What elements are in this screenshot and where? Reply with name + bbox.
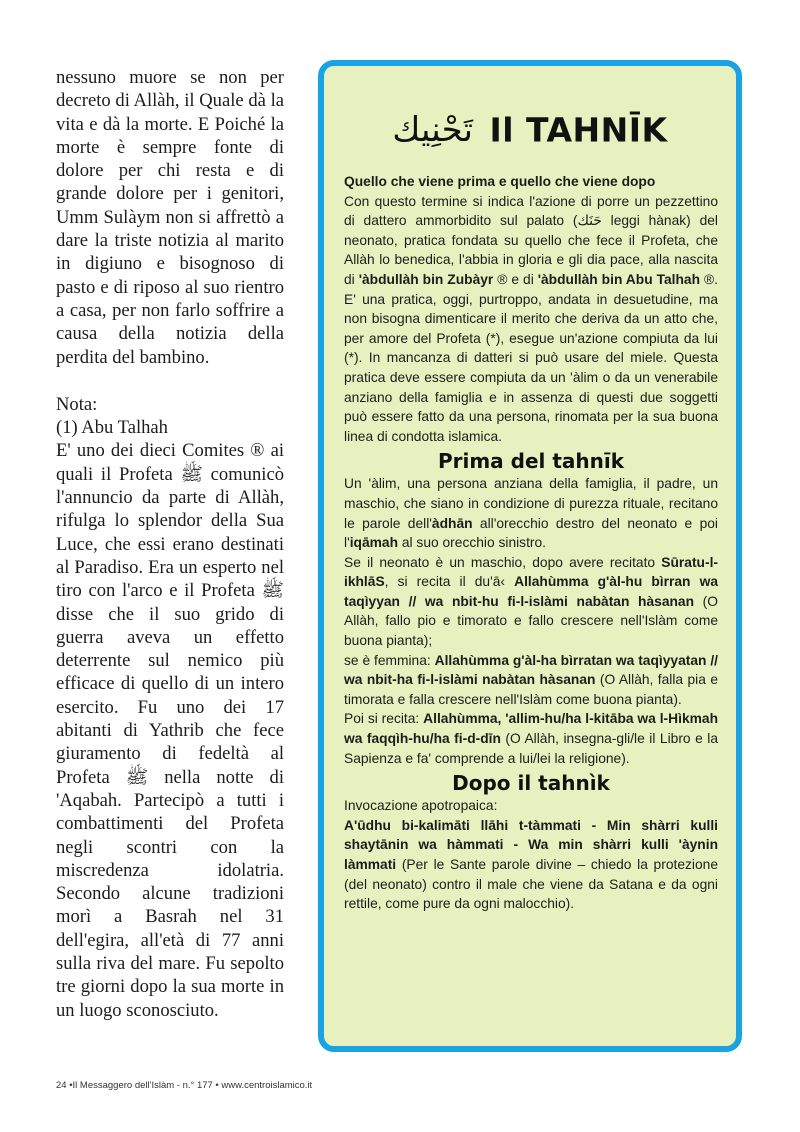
dua-protection: A'ūdhu bi-kalimāti llāhi t-tàmmati - Min shàrri kulli shaytānin wa hàmmati - Wa min shàrri kulli 'àynin làmmati	[344, 817, 718, 872]
para-text: Un 'àlim, una persona anziana della famiglia, il padre, un maschio, che siano in condizione di purezza rituale, recitano le parole dell'	[344, 476, 718, 531]
article-paragraph: nessuno muore se non per decreto di Allàh, il Quale dà la vita e dà la morte. E Poiché la morte è sempre fonte di dolore per chi resta e di grande dolore per i genitori, Umm Sulàym non si affrettò a dare la triste notizia al marito in digiuno e bisognoso di pasto e di riposo al suo rientro a casa, per non farlo soffrire a causa della notizia della perdita del bambino.	[56, 67, 284, 368]
para-text: (O Allàh, falla pia e timorata e falla crescere nell'Islàm come buona pianta).	[344, 672, 718, 707]
section-paragraph	[344, 709, 718, 768]
para-text: (O Allàh, fallo pio e timorato e fallo crescere nell'Islàm come buona pianta);	[344, 593, 718, 649]
intro-text: Con questo termine si indica l'azione di porre un pezzettino di dattero ammorbidito sul palato (ﺣَﻨَﻚ leggi hànak) del neonato, pratica fondata su quello che fece il Profeta, che Allàh lo benedica, l'abbia in gloria e gli dia pace, alla nascita di	[344, 193, 718, 287]
section-paragraph: Invocazione apotropaica:	[344, 798, 498, 814]
note-text: E' uno dei dieci Comites ® ai quali il Profeta ﷺ comunicò l'annuncio da parte di Allàh, rifulga lo splendor della Sua Luce, che essi erano destinati al Paradiso. Era un esperto nel tiro con l'arco e il Profeta ﷺ disse che il suo grido di guerra aveva un effetto deterrente sul nemico più efficace di quello di un intero esercito. Fu uno dei 17 abitanti di Yathrib che fece giuramento di fedeltà al Profeta ﷺ nella notte di 'Aqabah. Partecipò a tutti i combattimenti del Profeta negli scontri con la miscredenza idolatria. Secondo alcune tradizioni morì a Basrah nel 31 dell'egira, all'età di 77 anni sulla riva del mare. Fu sepolto tre giorni dopo la sua morte in un luogo sconosciuto.	[56, 440, 284, 1021]
name-abu-talhah: 'àbdullàh bin Abu Talhah	[537, 271, 701, 287]
dua-teaching: Allahùmma, 'allim-hu/ha l-kitāba wa l-Hìkmah wa faqqìh-hu/ha fi-d-dīn	[344, 711, 718, 747]
note-title: (1) Abu Talhah	[56, 417, 168, 439]
note-heading: Nota:	[56, 393, 98, 415]
section-heading-prima: Prima del tahnīk	[437, 449, 625, 474]
intro-text: ® e di	[493, 271, 538, 287]
box-lead: Quello che viene prima e quello che viene dopo	[344, 174, 656, 189]
footnote-block	[56, 393, 284, 1022]
intro-paragraph	[344, 192, 718, 447]
para-text: se è femmina:	[344, 652, 435, 668]
left-column	[56, 66, 284, 1022]
dua-female: Allahùmma g'àl-ha bìrratan wa taqìyyatan // wa nbit-ha fi-l-islàmi nabàtan hàsanan	[344, 652, 718, 688]
box-title	[324, 110, 736, 150]
title-arabic: تَحْنِيك	[392, 110, 473, 150]
section-paragraph	[344, 553, 718, 651]
term-iqamah: iqāmah	[349, 535, 399, 551]
para-text: (O Allàh, insegna-gli/le il Libro e la Sapienza e fa' comprende a lui/lei la religione).	[344, 731, 718, 766]
term-surah: Sūratu-l-ikhlāS	[344, 554, 718, 590]
para-text: (Per le Sante parole divine – chiedo la protezione (del neonato) contro il male che viene da Satana e da ogni rettile, come pure da ogni malocchio).	[344, 857, 718, 912]
para-text: all'orecchio destro del neonato e poi l'	[344, 515, 718, 551]
intro-text: ®. E' una pratica, oggi, purtroppo, andata in desuetudine, ma non bisogna dimenticare il merito che deriva da un atto che, per amore del Profeta (*), esegue un'azione compiuta da lui (*). In mancanza di datteri si può usare del miele. Questa pratica deve essere compiuta da un 'àlim o da un venerabile anziano della famiglia e in assenza di questi due soggetti può essere fatto da una persona, rinomata per la sua buona linea di condotta islamica.	[344, 271, 718, 444]
box-body	[344, 172, 718, 914]
para-text: Se il neonato è un maschio, dopo avere recitato	[344, 554, 662, 570]
page-footer: 24 •Il Messaggero dell'Islàm - n.° 177 • www.centroislamico.it	[56, 1080, 313, 1091]
para-text: Poi si recita:	[344, 711, 424, 727]
para-text: al suo orecchio sinistro.	[398, 535, 547, 551]
section-paragraph	[344, 651, 718, 710]
dua-male: Allahùmma g'àl-hu bìrran wa taqìyyan // wa nbit-hu fi-l-islàmi nabàtan hàsanan	[344, 574, 718, 609]
name-zubayr: 'àbdullàh bin Zubàyr	[358, 271, 494, 287]
tahnik-sidebar-box	[318, 60, 742, 1052]
section-paragraph	[344, 816, 718, 914]
section-heading-dopo: Dopo il tahnìk	[452, 771, 610, 796]
term-adhan: àdhān	[431, 515, 473, 531]
title-latin: Il TAHNĪK	[489, 110, 668, 150]
para-text: , si recita il du'ā‹	[384, 574, 515, 590]
section-paragraph	[344, 474, 718, 552]
